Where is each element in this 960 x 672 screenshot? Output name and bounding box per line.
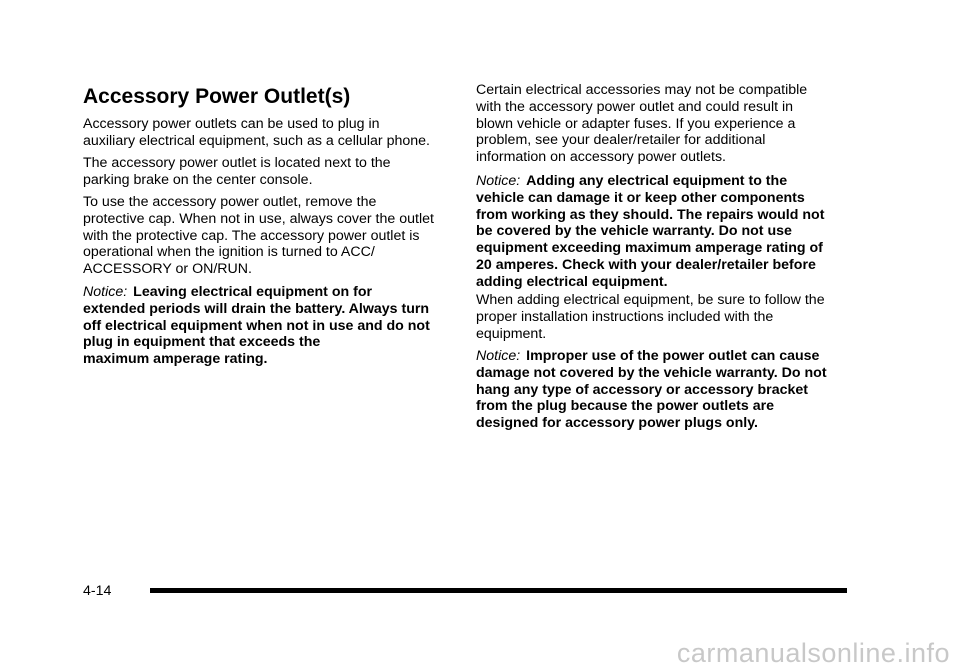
text-line: adding electrical equipment. xyxy=(476,273,668,290)
text-line: equipment. xyxy=(476,325,547,342)
text-line: Accessory power outlets can be used to plug in xyxy=(83,116,380,132)
text-line: blown vehicle or adapter fuses. If you experience a xyxy=(476,115,796,132)
text-line: damage not covered by the vehicle warranty. Do not xyxy=(476,364,827,381)
amperage-notice xyxy=(476,173,824,291)
text-line: maximum amperage rating. xyxy=(83,351,268,368)
text-line: problem, see your dealer/retailer for additional xyxy=(476,132,766,149)
watermark: carmanualsonline.info xyxy=(676,638,950,668)
text-line: The accessory power outlet is located next to the xyxy=(83,155,391,171)
text-line: plug in equipment that exceeds the xyxy=(83,334,321,351)
text-line: When adding electrical equipment, be sure to follow the xyxy=(476,292,825,308)
text-line: To use the accessory power outlet, remove the xyxy=(83,194,377,210)
text-line: with the accessory power outlet and could result in xyxy=(476,98,794,115)
notice-text: Improper use of the power outlet can cause xyxy=(526,348,820,364)
notice-text: Leaving electrical equipment on for xyxy=(133,284,373,300)
text-line xyxy=(476,348,827,365)
intro-paragraph xyxy=(83,116,430,150)
usage-paragraph xyxy=(83,194,434,278)
text-line: operational when the ignition is turned to ACC/ xyxy=(83,244,375,261)
text-line: from working as they should. The repairs would not xyxy=(476,206,825,223)
warranty-notice xyxy=(476,348,827,432)
text-line: from the plug because the power outlets are xyxy=(476,398,774,415)
text-line: equipment exceeding maximum amperage rating of xyxy=(476,240,823,257)
installation-paragraph xyxy=(476,292,825,342)
footer-rule xyxy=(150,588,847,593)
text-line: ACCESSORY or ON/RUN. xyxy=(83,261,252,278)
text-line xyxy=(83,284,430,301)
battery-notice xyxy=(83,284,430,368)
text-line: vehicle can damage it or keep other components xyxy=(476,189,805,206)
section-heading: Accessory Power Outlet(s) xyxy=(83,85,351,108)
location-paragraph xyxy=(83,155,391,189)
notice-label: Notice: xyxy=(476,348,521,364)
text-line: designed for accessory power plugs only. xyxy=(476,415,758,432)
text-line: protective cap. When not in use, always cover the outlet xyxy=(83,210,434,227)
notice-label: Notice: xyxy=(476,173,521,189)
page-number: 4-14 xyxy=(83,583,112,599)
notice-label: Notice: xyxy=(83,284,128,300)
text-line: be covered by the vehicle warranty. Do not use xyxy=(476,223,792,240)
text-line: 20 amperes. Check with your dealer/retailer before xyxy=(476,256,816,273)
text-line: information on accessory power outlets. xyxy=(476,149,726,166)
compatibility-paragraph xyxy=(476,82,807,166)
text-line: with the protective cap. The accessory power outlet is xyxy=(83,227,420,244)
text-line: Certain electrical accessories may not be compatible xyxy=(476,82,808,98)
text-line xyxy=(476,173,824,190)
text-line: hang any type of accessory or accessory bracket xyxy=(476,381,808,398)
text-line: extended periods will drain the battery. Always turn xyxy=(83,300,430,317)
text-line: auxiliary electrical equipment, such as a cellular phone. xyxy=(83,132,430,149)
text-line: off electrical equipment when not in use and do not xyxy=(83,317,430,334)
text-line: proper installation instructions included with the xyxy=(476,308,774,325)
text-line: parking brake on the center console. xyxy=(83,171,313,188)
notice-text: Adding any electrical equipment to the xyxy=(526,173,788,189)
